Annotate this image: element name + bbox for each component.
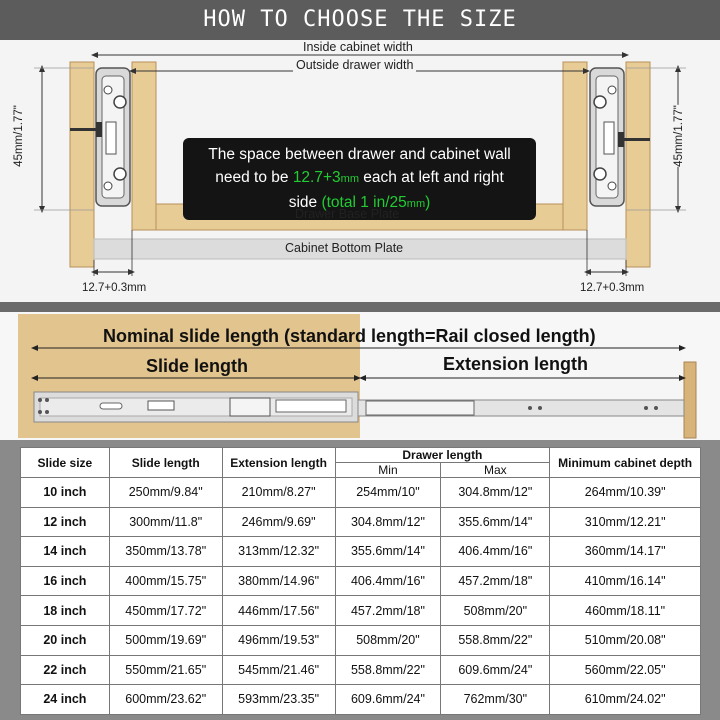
cell-slide-size: 22 inch [21,655,110,685]
header-max: Max [441,463,550,478]
cell-extension-length: 446mm/17.56" [222,596,335,626]
right-cabinet-wall [626,62,650,267]
cell-extension-length: 545mm/21.46" [222,655,335,685]
table-row [21,537,701,567]
size-table [20,447,701,715]
cell-drawer-max: 304.8mm/12" [441,478,550,508]
cell-drawer-max: 355.6mm/14" [441,507,550,537]
cell-min-cabinet-depth: 264mm/10.39" [550,478,701,508]
cell-min-cabinet-depth: 610mm/24.02" [550,685,701,715]
cell-drawer-min: 254mm/10" [335,478,441,508]
cell-min-cabinet-depth: 360mm/14.17" [550,537,701,567]
left-slide-height-label: 45mm/1.77" [12,105,25,167]
header-extension-length: Extension length [222,448,335,478]
page-title: HOW TO CHOOSE THE SIZE [0,0,720,40]
cell-drawer-max: 457.2mm/18" [441,566,550,596]
cell-slide-size: 14 inch [21,537,110,567]
table-row [21,566,701,596]
cell-drawer-max: 609.6mm/24" [441,655,550,685]
drawer-base-plate-label: Drawer Base Plate [295,207,400,221]
cell-drawer-min: 558.8mm/22" [335,655,441,685]
header-slide-size: Slide size [21,448,110,478]
cell-drawer-min: 457.2mm/18" [335,596,441,626]
cell-drawer-min: 355.6mm/14" [335,537,441,567]
cell-drawer-max: 508mm/20" [441,596,550,626]
cell-min-cabinet-depth: 510mm/20.08" [550,625,701,655]
cell-slide-length: 550mm/21.65" [109,655,222,685]
right-gap-label: 12.7+0.3mm [580,282,645,294]
cell-slide-size: 10 inch [21,478,110,508]
cell-slide-size: 16 inch [21,566,110,596]
cell-slide-length: 250mm/9.84" [109,478,222,508]
cabinet-bottom-plate-label: Cabinet Bottom Plate [285,241,404,255]
cell-slide-length: 350mm/13.78" [109,537,222,567]
cell-slide-size: 18 inch [21,596,110,626]
left-drawer-wall [132,62,156,230]
spacing-note-line3: side (total 1 in/25mm) [288,194,431,211]
cell-drawer-max: 762mm/30" [441,685,550,715]
section-divider [0,302,720,312]
header-min-cabinet-depth: Minimum cabinet depth [550,448,701,478]
cell-drawer-max: 406.4mm/16" [441,537,550,567]
spacing-note-line1: The space between drawer and cabinet wall [208,146,511,163]
nominal-slide-length-label: Nominal slide length (standard length=Rail closed length) [103,326,596,346]
right-drawer-wall [563,62,587,230]
cell-extension-length: 210mm/8.27" [222,478,335,508]
header-drawer-length: Drawer length [335,448,550,463]
cell-extension-length: 380mm/14.96" [222,566,335,596]
extension-length-label: Extension length [443,354,589,374]
slide-length-diagram [0,312,720,440]
cell-min-cabinet-depth: 460mm/18.11" [550,596,701,626]
cell-drawer-min: 406.4mm/16" [335,566,441,596]
table-row [21,596,701,626]
cell-drawer-max: 558.8mm/22" [441,625,550,655]
cell-min-cabinet-depth: 410mm/16.14" [550,566,701,596]
cell-drawer-min: 304.8mm/12" [335,507,441,537]
slide-length-label: Slide length [146,356,249,376]
outside-drawer-width-label: Outside drawer width [293,58,416,72]
cell-extension-length: 246mm/9.69" [222,507,335,537]
cell-min-cabinet-depth: 560mm/22.05" [550,655,701,685]
cell-slide-length: 300mm/11.8" [109,507,222,537]
cell-slide-size: 12 inch [21,507,110,537]
left-gap-label: 12.7+0.3mm [82,282,147,294]
cell-slide-length: 450mm/17.72" [109,596,222,626]
cell-slide-size: 24 inch [21,685,110,715]
right-slide-height-label: 45mm/1.77" [672,105,685,167]
cell-slide-length: 400mm/15.75" [109,566,222,596]
cabinet-end-panel [684,362,696,438]
table-row [21,507,701,537]
cell-drawer-min: 609.6mm/24" [335,685,441,715]
header-slide-length: Slide length [109,448,222,478]
cell-extension-length: 593mm/23.35" [222,685,335,715]
installation-diagram [0,40,720,302]
cell-extension-length: 313mm/12.32" [222,537,335,567]
cell-min-cabinet-depth: 310mm/12.21" [550,507,701,537]
header-min: Min [335,463,441,478]
table-row [21,478,701,508]
cell-slide-size: 20 inch [21,625,110,655]
table-row [21,685,701,715]
inside-cabinet-width-label: Inside cabinet width [300,40,416,54]
spacing-note-line2: need to be 12.7+3mm each at left and right [215,169,504,186]
table-row [21,625,701,655]
cell-slide-length: 600mm/23.62" [109,685,222,715]
left-cabinet-wall [70,62,94,267]
cell-slide-length: 500mm/19.69" [109,625,222,655]
cell-extension-length: 496mm/19.53" [222,625,335,655]
cell-drawer-min: 508mm/20" [335,625,441,655]
table-row [21,655,701,685]
